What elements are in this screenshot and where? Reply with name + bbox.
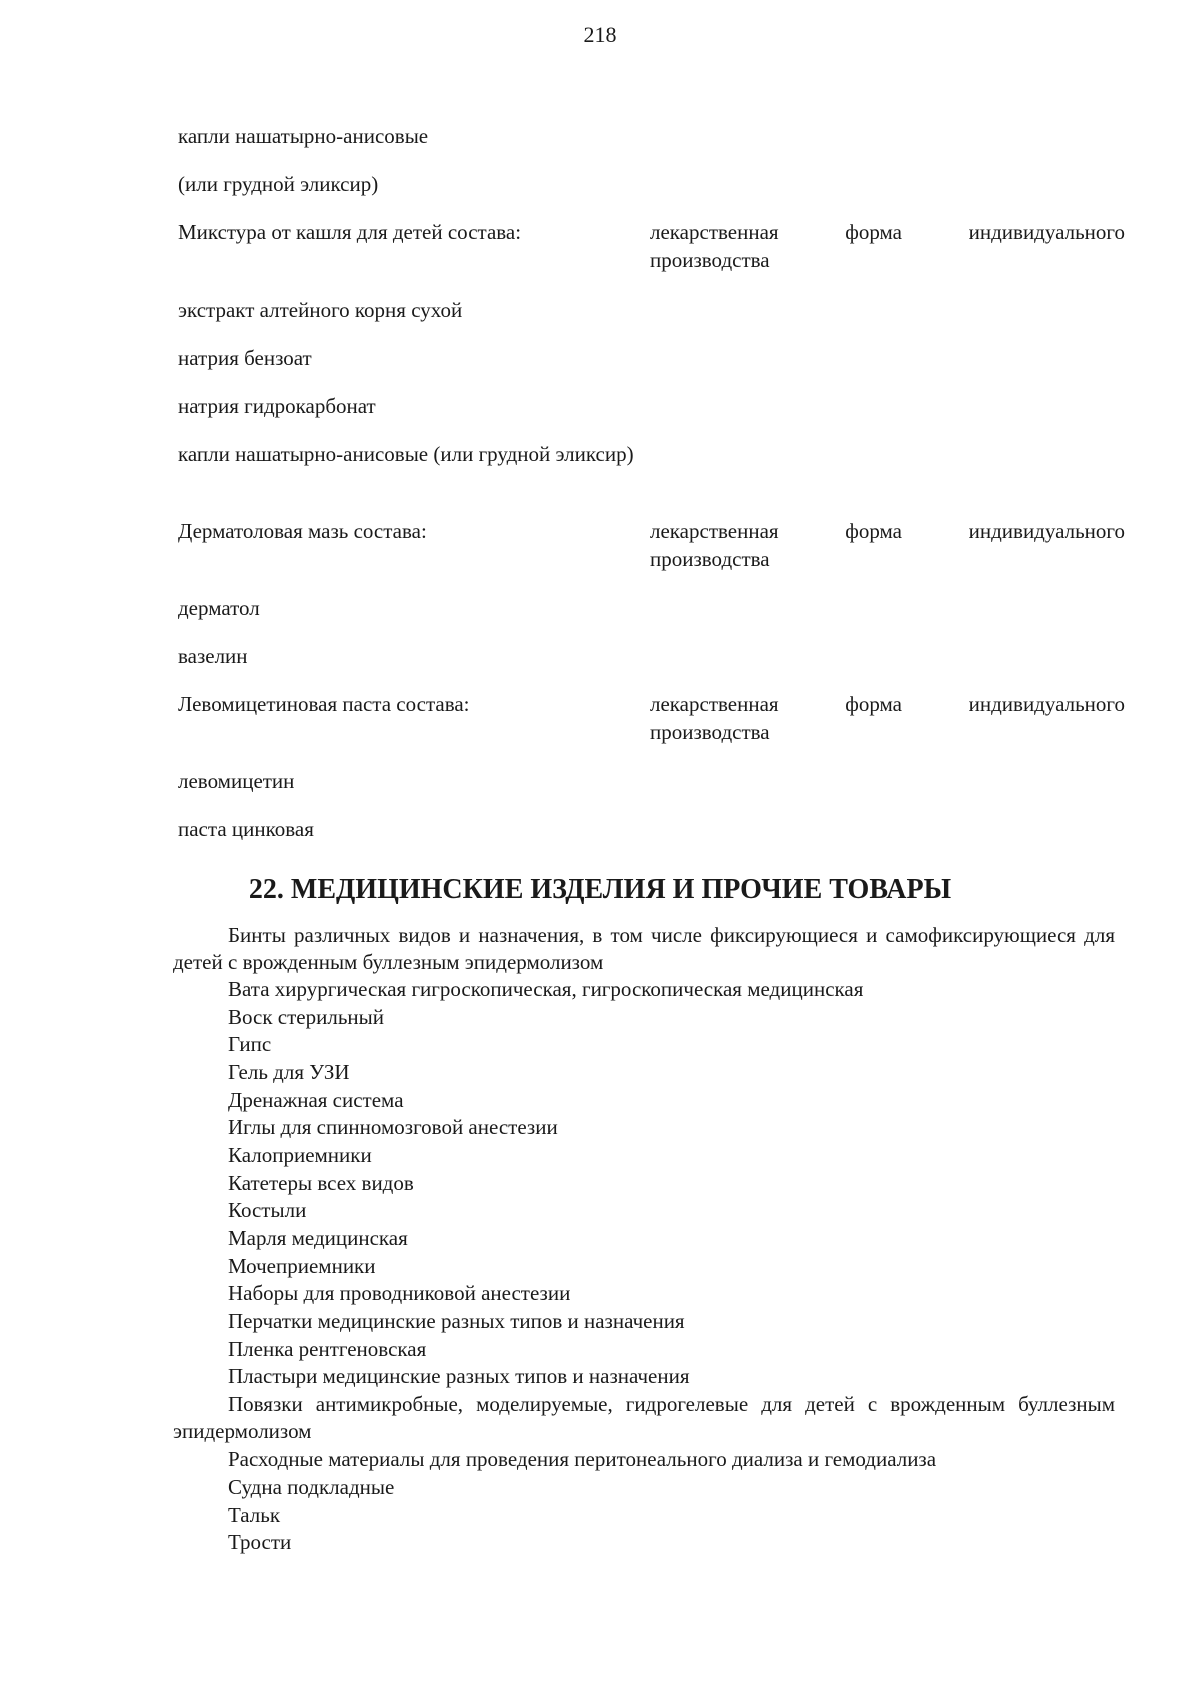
list-item: Повязки антимикробные, моделируемые, гидрогелевые для детей с врожденным буллезным эпидермолизом xyxy=(173,1392,1115,1443)
note-word: лекарственная xyxy=(650,692,779,716)
list-item: Тальк xyxy=(228,1503,281,1527)
list-item: Мочеприемники xyxy=(228,1254,376,1278)
list-item: Катетеры всех видов xyxy=(228,1171,414,1195)
list-item: Перчатки медицинские разных типов и назначения xyxy=(228,1309,685,1333)
formula-row-left: Микстура от кашля для детей состава: xyxy=(178,220,522,244)
list-item: Вата хирургическая гигроскопическая, гигроскопическая медицинская xyxy=(228,977,864,1001)
note-word: производства xyxy=(650,248,770,272)
formula-row-left: (или грудной эликсир) xyxy=(178,172,379,196)
note-word: форма xyxy=(845,519,902,543)
list-item: Гипс xyxy=(228,1032,272,1056)
note-word: лекарственная xyxy=(650,220,779,244)
dosage-form-note xyxy=(650,517,1125,573)
formula-row-left: капли нашатырно-анисовые (или грудной эликсир) xyxy=(178,442,634,466)
formula-row-left: левомицетин xyxy=(178,769,295,793)
formula-row-left: дерматол xyxy=(178,596,260,620)
note-word: индивидуального xyxy=(968,692,1125,716)
list-item: Наборы для проводниковой анестезии xyxy=(228,1281,571,1305)
note-word: форма xyxy=(845,220,902,244)
formula-row-left: Дерматоловая мазь состава: xyxy=(178,519,427,543)
list-item: Трости xyxy=(228,1530,292,1554)
note-word: производства xyxy=(650,720,770,744)
list-item: Иглы для спинномозговой анестезии xyxy=(228,1115,558,1139)
dosage-form-note xyxy=(650,218,1125,274)
list-item: Расходные материалы для проведения перитонеального диализа и гемодиализа xyxy=(228,1447,937,1471)
list-item: Гель для УЗИ xyxy=(228,1060,350,1084)
list-item: Воск стерильный xyxy=(228,1005,385,1029)
note-word: индивидуального xyxy=(968,220,1125,244)
formula-row-left: Левомицетиновая паста состава: xyxy=(178,692,470,716)
list-item: Дренажная система xyxy=(228,1088,404,1112)
list-item: Пленка рентгеновская xyxy=(228,1337,427,1361)
list-item: Калоприемники xyxy=(228,1143,372,1167)
dosage-form-note xyxy=(650,690,1125,746)
formula-row-left: экстракт алтейного корня сухой xyxy=(178,298,463,322)
list-item: Пластыри медицинские разных типов и назначения xyxy=(228,1364,690,1388)
note-word: производства xyxy=(650,547,770,571)
note-word: лекарственная xyxy=(650,519,779,543)
list-item: Костыли xyxy=(228,1198,307,1222)
list-item: Судна подкладные xyxy=(228,1475,395,1499)
list-item: Марля медицинская xyxy=(228,1226,408,1250)
formula-row-left: паста цинковая xyxy=(178,817,314,841)
formula-row-left: вазелин xyxy=(178,644,248,668)
note-word: форма xyxy=(845,692,902,716)
formula-row-left: капли нашатырно-анисовые xyxy=(178,124,429,148)
section-heading: 22. МЕДИЦИНСКИЕ ИЗДЕЛИЯ И ПРОЧИЕ ТОВАРЫ xyxy=(248,874,952,905)
list-item: Бинты различных видов и назначения, в том числе фиксирующиеся и самофиксирующиеся для детей с врожденным буллезным эпидермолизом xyxy=(173,923,1115,974)
formula-row-left: натрия бензоат xyxy=(178,346,312,370)
formula-row-left: натрия гидрокарбонат xyxy=(178,394,376,418)
note-word: индивидуального xyxy=(968,519,1125,543)
page-number: 218 xyxy=(583,22,617,47)
